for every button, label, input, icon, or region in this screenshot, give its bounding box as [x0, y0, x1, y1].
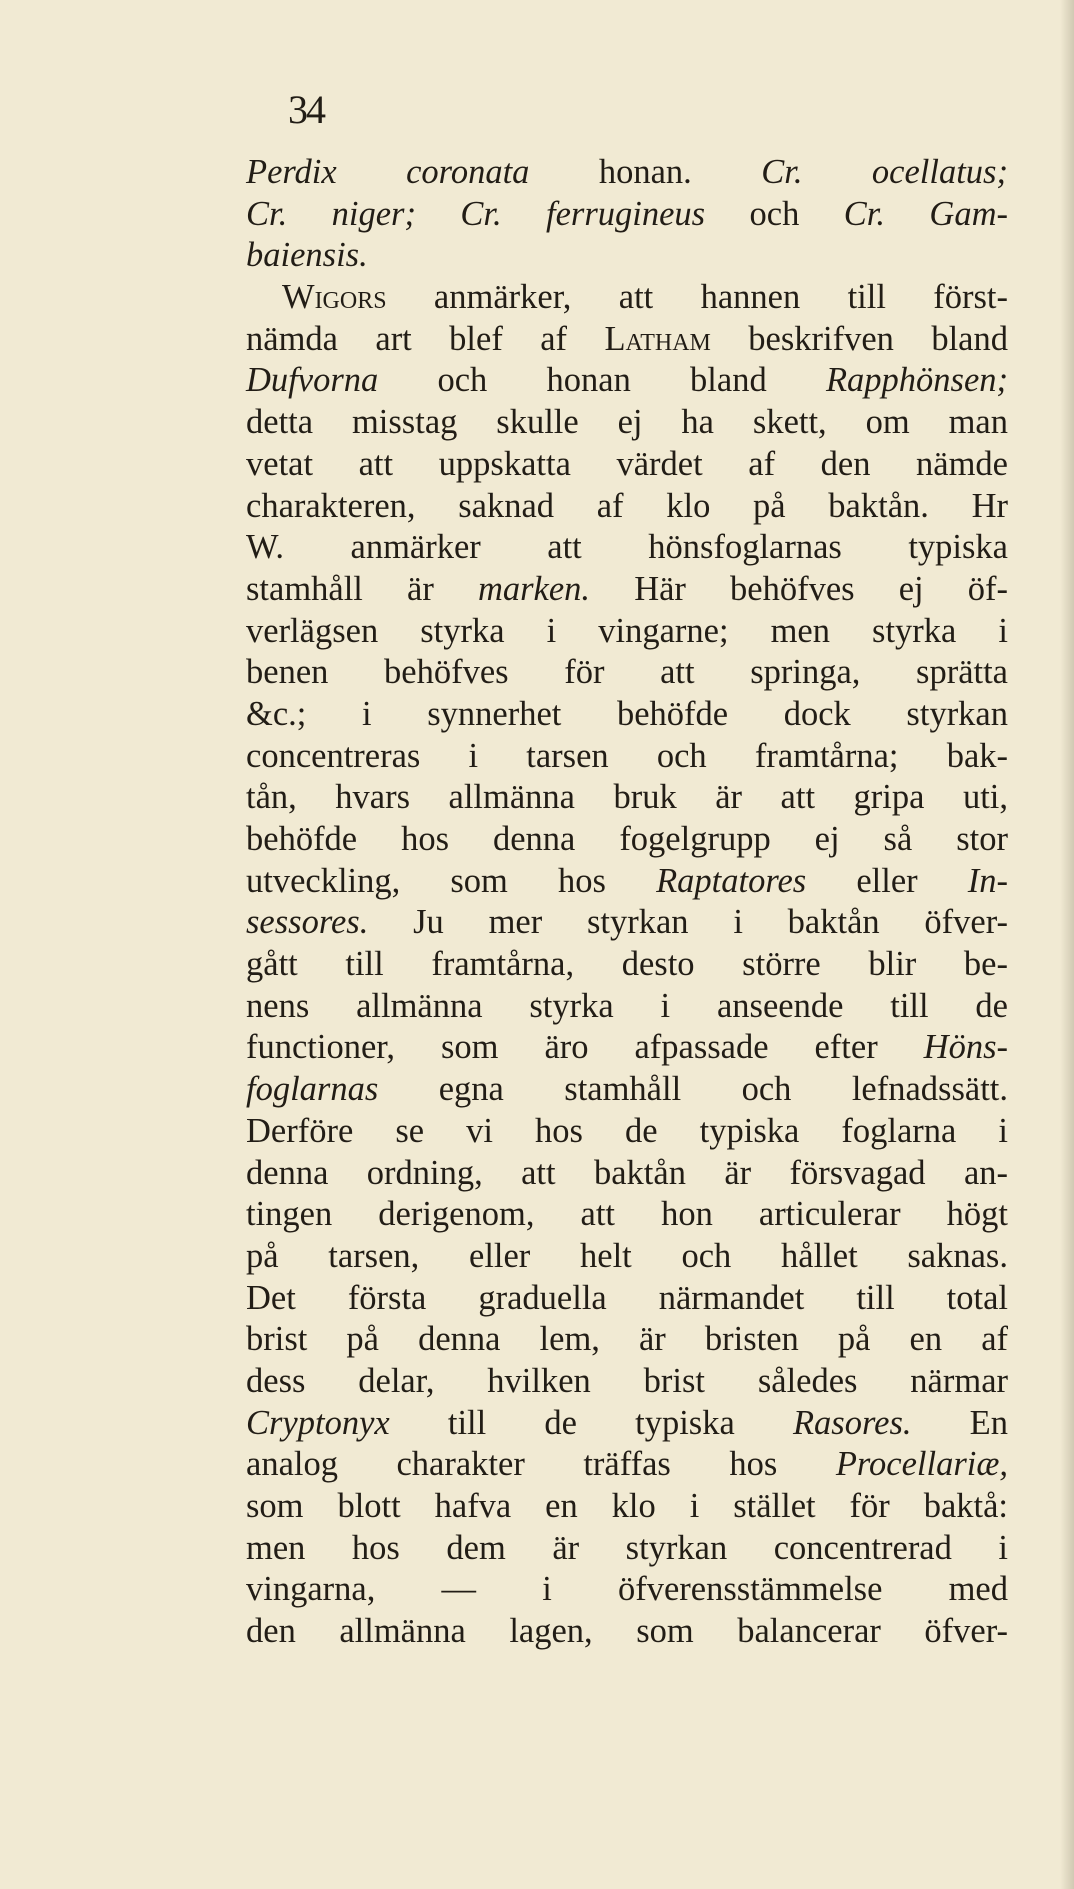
text-line: [246, 444, 1008, 486]
text-line: [246, 319, 1008, 361]
text-run: Ju mer styrkan i baktån öfver-: [368, 903, 1008, 942]
text-line: [246, 1403, 1008, 1445]
text-run: stamhåll är: [246, 569, 478, 608]
text-line: [246, 486, 1008, 528]
text-line: [246, 1236, 1008, 1278]
text-line: [246, 1027, 1008, 1069]
text-line: [246, 1486, 1008, 1528]
text-run: den allmänna lagen, som balancerar öfver-: [246, 1612, 1008, 1651]
italic-term: Rapphönsen;: [825, 361, 1008, 400]
text-run: vetat att uppskatta värdet af den nämde: [246, 444, 1008, 483]
text-run: nens allmänna styrka i anseende till de: [246, 986, 1008, 1025]
text-run: till de typiska: [389, 1403, 793, 1442]
italic-term: Cryptonyx: [246, 1403, 390, 1442]
text-line: [246, 402, 1008, 444]
text-line: [246, 1319, 1008, 1361]
text-line: [246, 1153, 1008, 1195]
text-run: vingarna, — i öfverensstämmelse med: [246, 1570, 1008, 1609]
text-line: [246, 902, 1008, 944]
text-line: [246, 777, 1008, 819]
text-run: utveckling, som hos: [246, 861, 657, 900]
text-run: Här behöfves ej öf-: [590, 569, 1008, 608]
text-run: W. anmärker att hönsfoglarnas typiska: [246, 528, 1008, 567]
italic-term: marken.: [477, 569, 591, 608]
italic-term: baiensis.: [246, 236, 368, 275]
text-run: som blott hafva en klo i stället för baktå:: [246, 1487, 1008, 1525]
text-run: och honan bland: [378, 361, 826, 400]
text-line: [246, 277, 1008, 319]
text-run: behöfde hos denna fogelgrupp ej så stor: [246, 820, 1008, 858]
italic-term: sessores.: [246, 903, 369, 942]
italic-term: Cr. ocellatus;: [761, 153, 1008, 191]
text-line: [246, 1194, 1008, 1236]
text-line: [246, 569, 1008, 611]
italic-term: Cr. niger; Cr. ferrugineus: [246, 194, 706, 233]
text-run: anmärker, att hannen till först-: [386, 278, 1008, 317]
italic-term: Raptatores: [656, 861, 807, 900]
text-line: [246, 152, 1008, 194]
italic-term: foglarnas: [246, 1070, 379, 1109]
body-text: [246, 152, 1008, 1653]
text-run: denna ordning, att baktån är försvagad an-: [246, 1153, 1008, 1192]
text-line: [246, 1611, 1008, 1653]
page-number: 34: [288, 87, 324, 132]
italic-term: Rasores.: [792, 1403, 912, 1442]
italic-term: Höns-: [923, 1028, 1008, 1067]
text-line: [246, 527, 1008, 569]
text-line: [246, 819, 1008, 861]
text-line: [246, 1528, 1008, 1570]
text-run: brist på denna lem, är bristen på en af: [246, 1320, 1008, 1359]
text-run: tån, hvars allmänna bruk är att gripa uti,: [246, 778, 1008, 817]
text-run: concentreras i tarsen och framtårna; bak-: [246, 736, 1008, 775]
small-caps-name: Wigors: [282, 278, 387, 317]
text-run: beskrifven bland: [710, 319, 1008, 358]
text-run: på tarsen, eller helt och hållet saknas.: [246, 1236, 1008, 1275]
text-line: [246, 235, 1008, 277]
text-line: [246, 1444, 1008, 1486]
italic-term: Dufvorna: [246, 361, 379, 400]
text-run: functioner, som äro afpassade efter: [246, 1028, 924, 1067]
text-line: [246, 1069, 1008, 1111]
page-edge-shadow: [1060, 0, 1074, 1889]
text-run: nämda art blef af: [246, 319, 605, 358]
italic-term: Procellariæ,: [835, 1445, 1008, 1484]
italic-term: Cr. Gam-: [843, 194, 1008, 233]
text-run: benen behöfves för att springa, sprätta: [246, 653, 1008, 692]
text-line: [246, 861, 1008, 903]
text-run: egna stamhåll och lefnadssätt.: [378, 1070, 1008, 1109]
text-line: [246, 944, 1008, 986]
text-run: analog charakter träffas hos: [246, 1445, 836, 1484]
text-run: charakteren, saknad af klo på baktån. Hr: [246, 486, 1008, 525]
text-run: och: [705, 194, 844, 233]
small-caps-name: Latham: [604, 319, 711, 358]
text-run: Det första graduella närmandet till total: [246, 1278, 1008, 1317]
text-run: detta misstag skulle ej ha skett, om man: [246, 403, 1008, 442]
text-run: honan.: [529, 153, 762, 191]
text-line: [246, 1111, 1008, 1153]
text-line: [246, 360, 1008, 402]
text-line: [246, 1569, 1008, 1611]
text-line: [246, 194, 1008, 236]
text-run: dess delar, hvilken brist således närmar: [246, 1361, 1008, 1400]
text-run: tingen derigenom, att hon articulerar högt: [246, 1195, 1008, 1234]
text-run: verlägsen styrka i vingarne; men styrka i: [246, 611, 1008, 650]
text-line: [246, 694, 1008, 736]
text-run: eller: [806, 861, 968, 900]
italic-term: Perdix coronata: [246, 153, 530, 191]
text-run: &c.; i synnerhet behöfde dock styrkan: [246, 694, 1008, 733]
text-line: [246, 652, 1008, 694]
text-run: Derföre se vi hos de typiska foglarna i: [246, 1111, 1008, 1150]
text-run: gått till framtårna, desto större blir be-: [246, 945, 1008, 984]
text-line: [246, 1278, 1008, 1320]
text-run: En: [911, 1403, 1008, 1442]
text-run: men hos dem är styrkan concentrerad i: [246, 1528, 1008, 1567]
text-line: [246, 1361, 1008, 1403]
text-line: [246, 736, 1008, 778]
italic-term: In-: [967, 861, 1008, 900]
text-line: [246, 611, 1008, 653]
text-line: [246, 986, 1008, 1028]
